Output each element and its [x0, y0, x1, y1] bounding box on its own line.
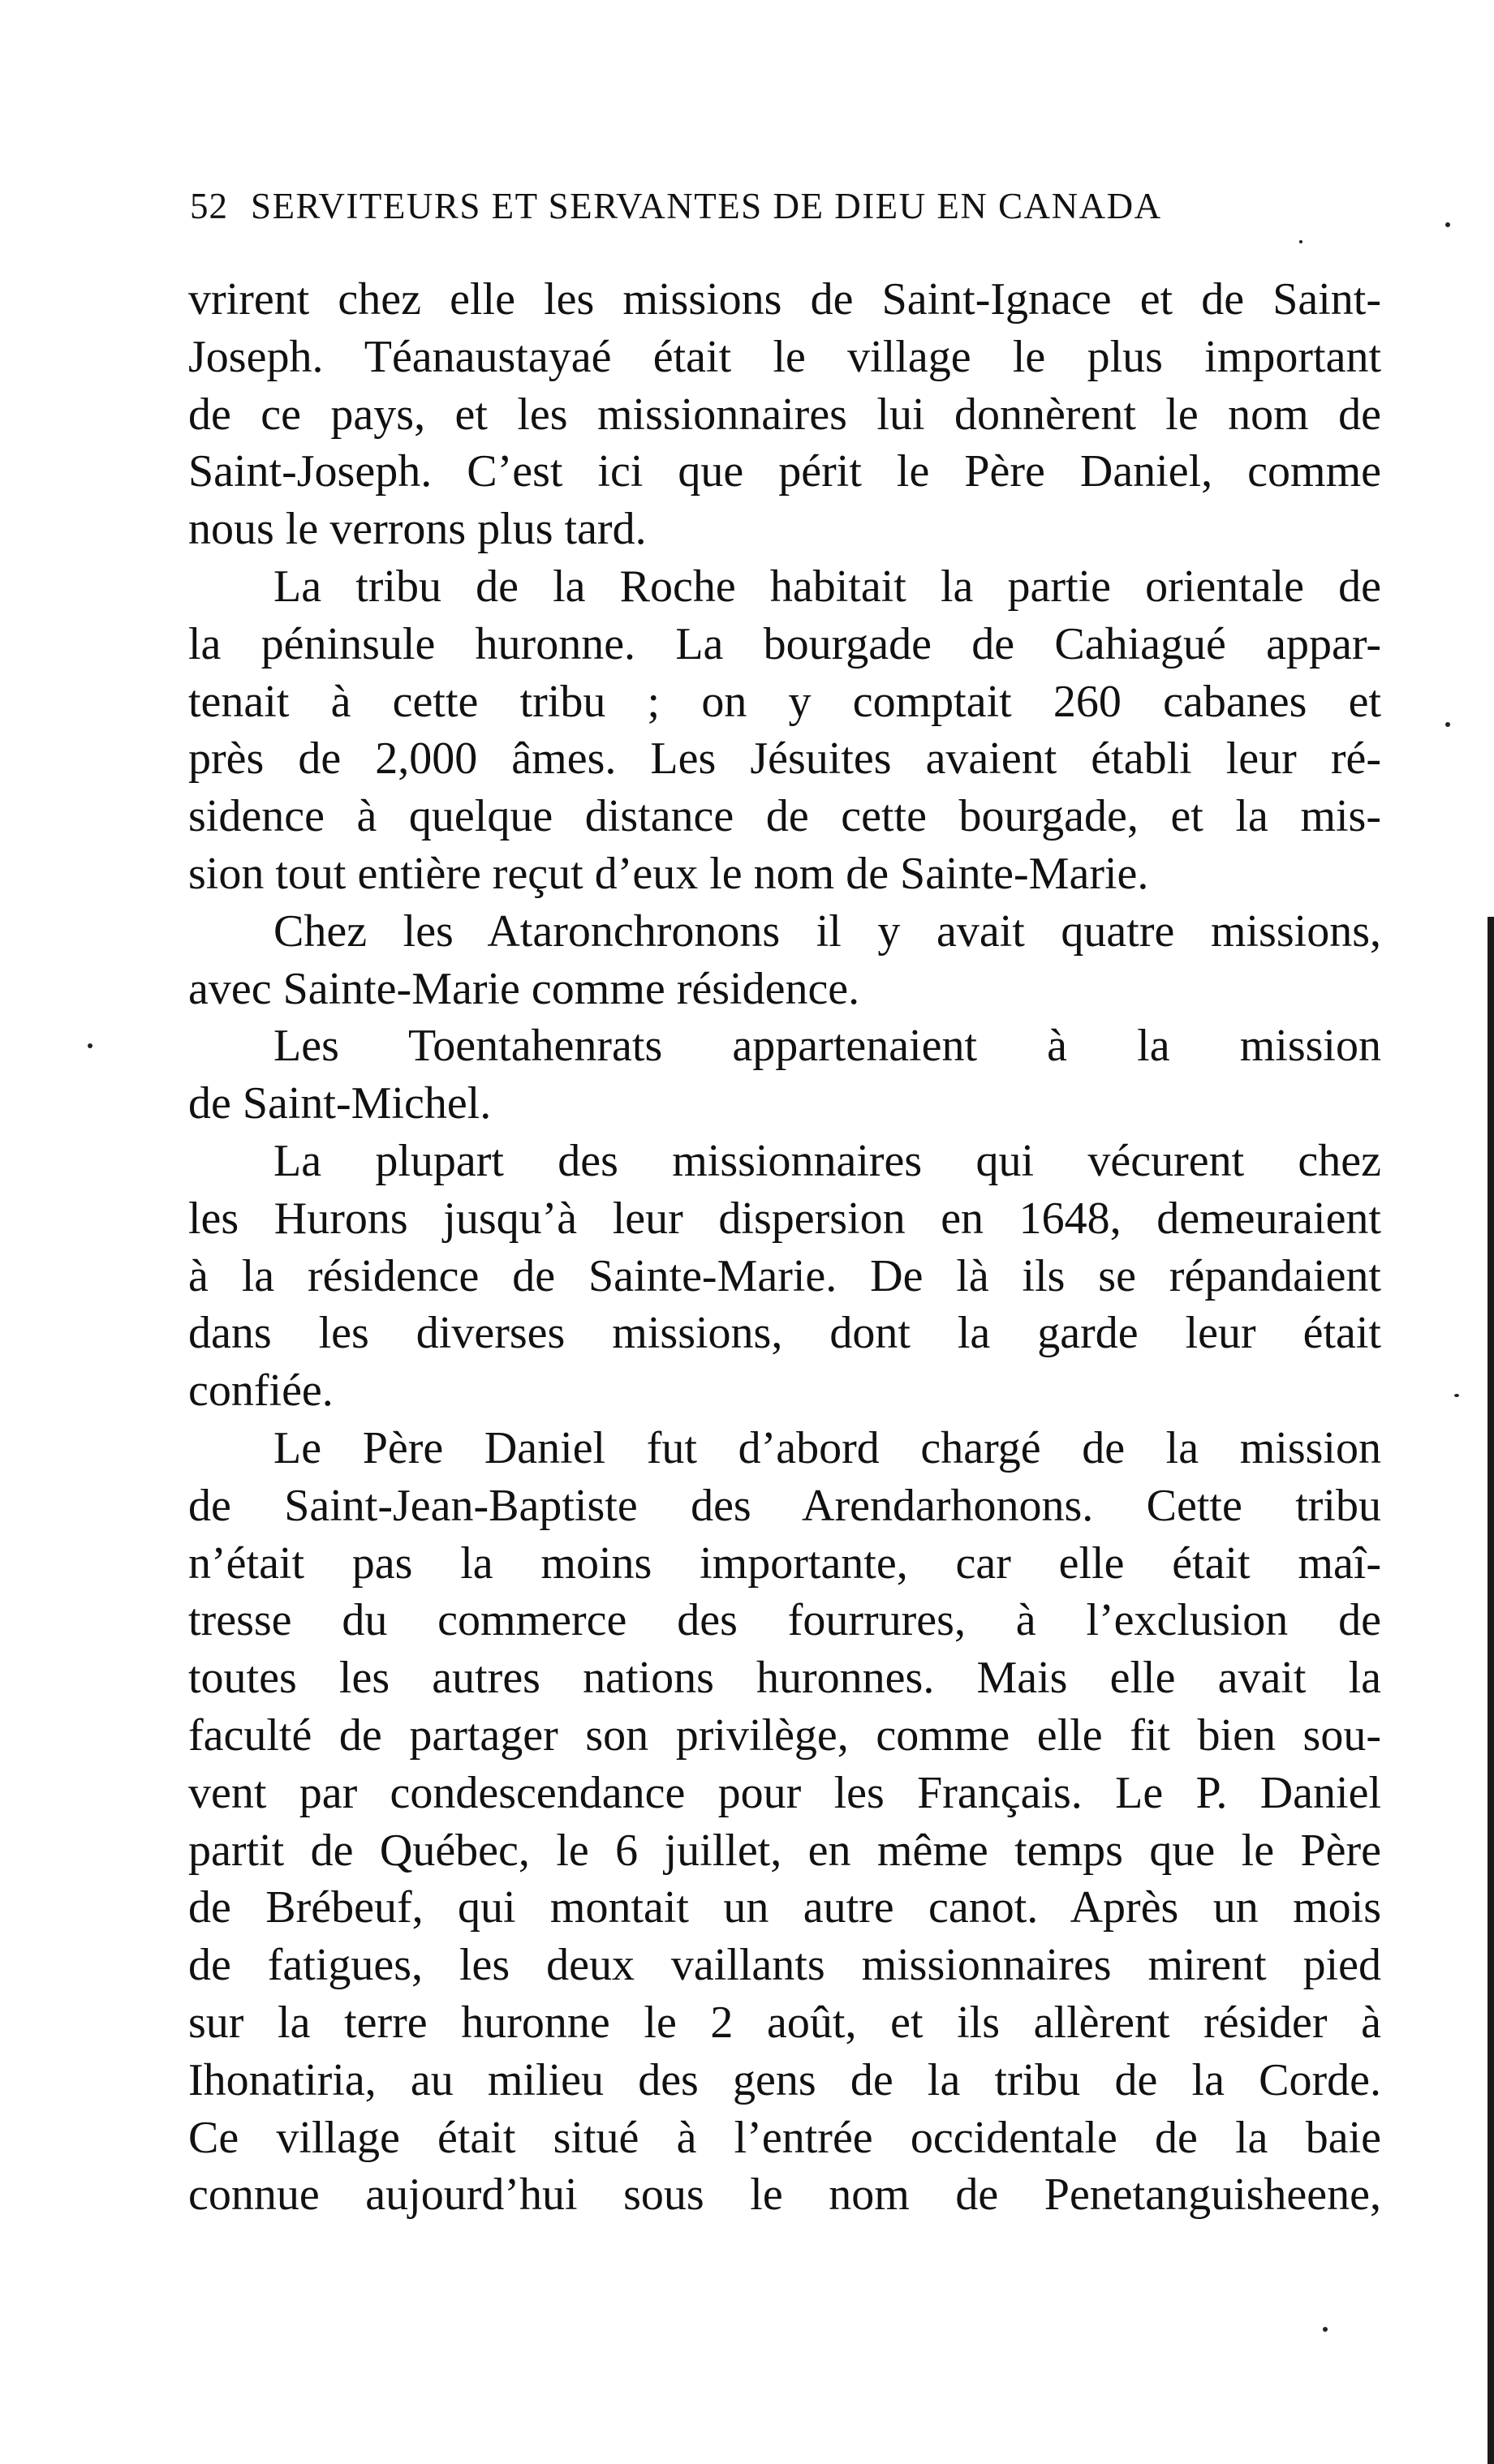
text-line: vent par condescendance pour les Français. Le P. Daniel — [188, 1767, 1381, 1818]
text-line: tenait à cette tribu ; on y comptait 260 cabanes et — [188, 676, 1381, 727]
text-line: sur la terre huronne le 2 août, et ils allèrent résider à — [188, 1997, 1381, 2048]
text-line: à la résidence de Sainte-Marie. De là ils se répandaient — [188, 1250, 1381, 1301]
scan-speck — [88, 1043, 93, 1048]
text-line: sidence à quelque distance de cette bourgade, et la mis- — [188, 791, 1381, 842]
text-line: Ce village était situé à l’entrée occidentale de la baie — [188, 2112, 1381, 2163]
text-line: les Hurons jusqu’à leur dispersion en 1648, demeuraient — [188, 1193, 1381, 1244]
scan-speck — [1454, 1394, 1459, 1397]
text-line: Saint-Joseph. C’est ici que périt le Père Daniel, comme — [188, 446, 1381, 497]
text-line: de ce pays, et les missionnaires lui donnèrent le nom de — [188, 389, 1381, 440]
text-line: tresse du commerce des fourrures, à l’exclusion de — [188, 1595, 1381, 1646]
text-line: Les Toentahenrats appartenaient à la mission — [273, 1021, 1381, 1072]
scan-speck — [1323, 2327, 1328, 2332]
text-line: Joseph. Téanaustayaé était le village le plus important — [188, 331, 1381, 382]
running-head — [190, 183, 1326, 229]
text-line: n’était pas la moins importante, car elle était maî- — [188, 1537, 1381, 1589]
text-line: vrirent chez elle les missions de Saint-Ignace et de Saint- — [188, 274, 1381, 325]
text-line: connue aujourd’hui sous le nom de Penetanguisheene, — [188, 2169, 1381, 2221]
text-line: près de 2,000 âmes. Les Jésuites avaient établi leur ré- — [188, 733, 1381, 785]
page-number: 52 — [190, 186, 228, 226]
text-line: confiée. — [188, 1365, 334, 1417]
text-line: dans les diverses missions, dont la garde leur était — [188, 1308, 1381, 1359]
text-line: partit de Québec, le 6 juillet, en même temps que le Père — [188, 1825, 1381, 1876]
scan-speck — [1299, 240, 1302, 243]
scan-speck — [1445, 222, 1450, 227]
text-line: de Brébeuf, qui montait un autre canot. Après un mois — [188, 1882, 1381, 1933]
text-line: faculté de partager son privilège, comme elle fit bien sou- — [188, 1709, 1381, 1761]
text-line: La tribu de la Roche habitait la partie orientale de — [273, 561, 1381, 612]
scan-edge — [1488, 917, 1494, 2464]
running-title: SERVITEURS ET SERVANTES DE DIEU EN CANADA — [251, 186, 1162, 226]
text-line: Ihonatiria, au milieu des gens de la tribu de la Corde. — [188, 2054, 1381, 2105]
text-line: de fatigues, les deux vaillants missionnaires mirent pied — [188, 1940, 1381, 1991]
text-line: de Saint-Jean-Baptiste des Arendarhonons. Cette tribu — [188, 1480, 1381, 1531]
text-line: la péninsule huronne. La bourgade de Cahiagué appar- — [188, 618, 1381, 669]
text-line: de Saint-Michel. — [188, 1078, 492, 1129]
text-line: avec Sainte-Marie comme résidence. — [188, 963, 860, 1014]
scan-speck — [1445, 722, 1450, 727]
text-line: Le Père Daniel fut d’abord chargé de la mission — [273, 1422, 1381, 1473]
text-line: nous le verrons plus tard. — [188, 504, 647, 555]
text-line: Chez les Ataronchronons il y avait quatre missions, — [273, 905, 1381, 957]
text-line: toutes les autres nations huronnes. Mais elle avait la — [188, 1653, 1381, 1704]
text-line: La plupart des missionnaires qui vécurent chez — [273, 1135, 1381, 1186]
text-line: sion tout entière reçut d’eux le nom de Sainte-Marie. — [188, 848, 1149, 899]
body-text — [188, 271, 1381, 2224]
